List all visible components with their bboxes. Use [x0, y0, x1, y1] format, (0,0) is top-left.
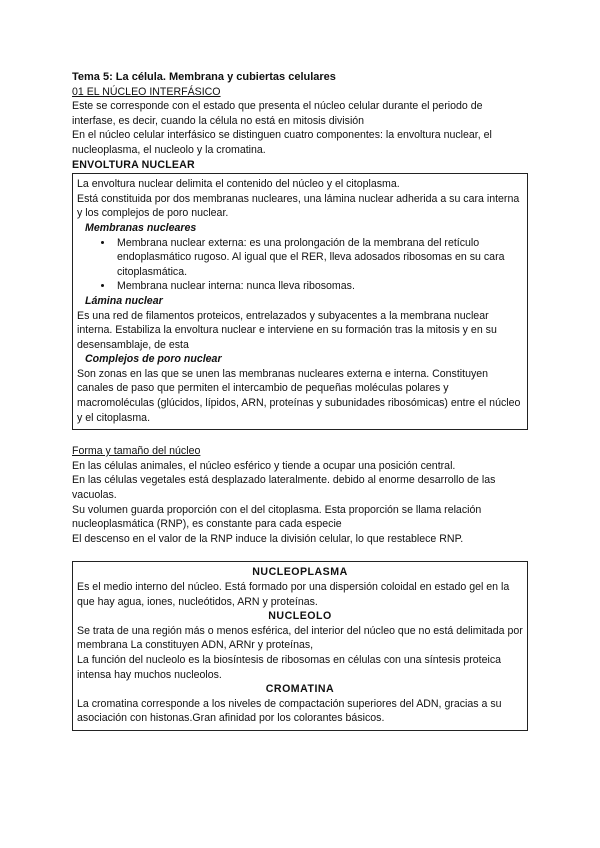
section-heading-nucleo-interfasico: 01 EL NÚCLEO INTERFÁSICO: [72, 85, 221, 98]
paragraph: La cromatina corresponde a los niveles de compactación superiores del ADN, gracias a su asociación con histonas.Gran afinidad por los colorantes básicos.: [77, 697, 502, 725]
subheading-poro: Complejos de poro nuclear: [85, 353, 222, 366]
paragraph: El descenso en el valor de la RNP induce la división celular, lo que restablece RNP.: [72, 532, 464, 545]
heading-nucleolo: NUCLEOLO: [268, 610, 332, 623]
list-item: • Membrana nuclear interna: nunca lleva ribosomas.: [114, 279, 523, 294]
membranas-list: [77, 236, 523, 294]
paragraph: La envoltura nuclear delimita el contenido del núcleo y el citoplasma.: [77, 178, 400, 191]
paragraph: Este se corresponde con el estado que presenta el núcleo celular durante el periodo de interfase, es decir, cuando la célula no está en mitosis división: [72, 100, 483, 127]
document-page: [72, 70, 528, 731]
paragraph: En el núcleo celular interfásico se distinguen cuatro componentes: la envoltura nuclear, el nucleoplasma, el nucleolo y la cromatina.: [72, 129, 492, 156]
heading-cromatina: CROMATINA: [265, 683, 335, 696]
nucleo-components-box: [72, 561, 528, 731]
paragraph: Su volumen guarda proporción con el del citoplasma. Esta proporción se llama relación nucleoplasmática (RNP), es constante para cada especie: [72, 503, 482, 531]
paragraph: Se trata de una región más o menos esférica, del interior del núcleo que no está delimitada por membrana La constituyen ADN, ARNr y proteínas,: [77, 624, 523, 652]
paragraph: Está constituida por dos membranas nucleares, una lámina nuclear adherida a su cara interna y los complejos de poro nuclear.: [77, 192, 520, 220]
section-heading-forma: Forma y tamaño del núcleo: [72, 445, 201, 458]
paragraph: Son zonas en las que se unen las membranas nucleares externa e interna. Constituyen canales de paso que permiten el intercambio de pequeñas moléculas polares y macromoléculas (glúcidos, lípidos, ARN, proteínas y subunidades ribosómicas) entre el núcleo y el citoplasma.: [77, 367, 521, 424]
envoltura-box: [72, 173, 528, 430]
paragraph: Es el medio interno del núcleo. Está formado por una dispersión coloidal en estado gel en la que hay agua, iones, nucleótidos, ARN y proteínas.: [77, 581, 510, 608]
subheading-lamina: Lámina nuclear: [85, 294, 163, 307]
heading-nucleoplasma: NUCLEOPLASMA: [252, 566, 348, 579]
paragraph: La función del nucleolo es la biosíntesis de ribosomas en células con una síntesis proteica intensa hay muchos nucleolos.: [77, 653, 502, 681]
document-title: Tema 5: La célula. Membrana y cubiertas celulares: [72, 71, 336, 83]
paragraph: Es una red de filamentos proteicos, entrelazados y subyacentes a la membrana nuclear interna. Estabiliza la envoltura nuclear e interviene en su formación tras la mitosis y en su desensamblaje, de esta: [77, 309, 497, 351]
paragraph: En las células animales, el núcleo esférico y tiende a ocupar una posición central.: [72, 459, 456, 472]
section-heading-envoltura: ENVOLTURA NUCLEAR: [72, 158, 195, 171]
paragraph: En las células vegetales está desplazado lateralmente. debido al enorme desarrollo de las vacuolas.: [72, 474, 496, 502]
subheading-membranas: Membranas nucleares: [85, 221, 197, 234]
list-item: • Membrana nuclear externa: es una prolongación de la membrana del retículo endoplasmático rugoso. Al igual que el RER, lleva adosados ribosomas en su cara citoplasmática.: [114, 236, 523, 280]
